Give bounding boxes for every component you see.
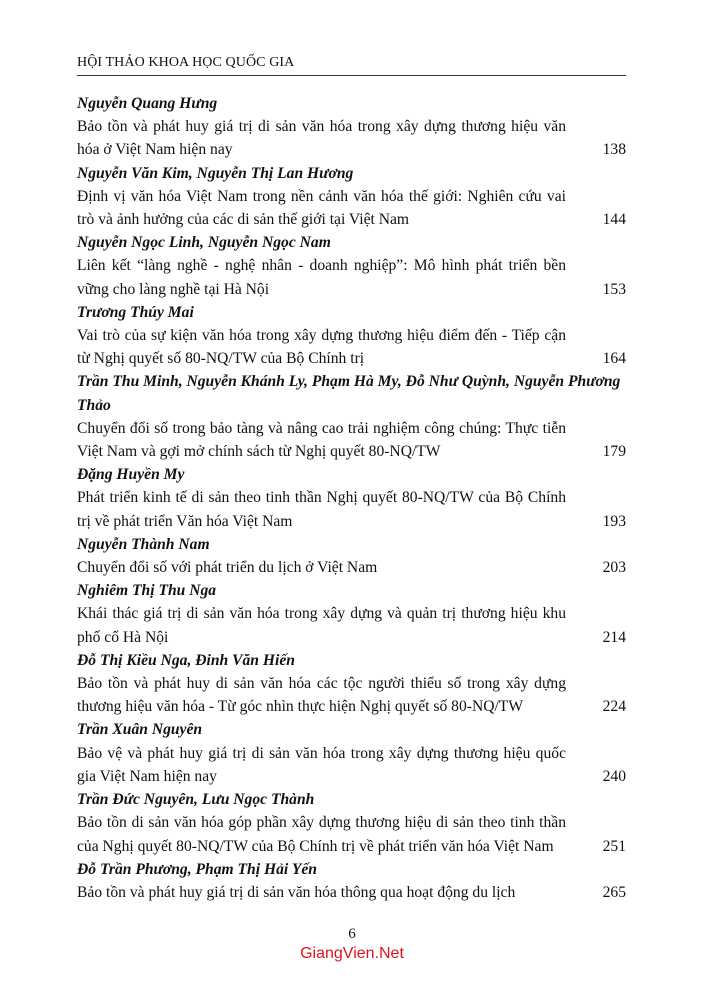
entry-page-number: 144 (602, 211, 626, 229)
entry-page-number: 224 (602, 698, 626, 716)
entry-page-number: 153 (602, 280, 626, 298)
entry-page-number: 203 (602, 559, 626, 577)
running-header: HỘI THẢO KHOA HỌC QUỐC GIA (77, 55, 626, 76)
entry-page-number: 193 (602, 512, 626, 530)
entry-title: Bảo tồn và phát huy di sản văn hóa các tộc người thiểu số trong xây dựng thương hiệu văn hóa - Từ góc nhìn thực hiện Nghị quyết số 80-NQ/TW (77, 675, 566, 716)
toc-entry (77, 162, 626, 232)
entry-page-number: 179 (602, 443, 626, 461)
entry-title: Bảo tồn và phát huy giá trị di sản văn hóa trong xây dựng thương hiệu văn hóa ở Việt Nam hiện nay (77, 118, 566, 159)
entry-title: Chuyển đổi số với phát triển du lịch ở Việt Nam (77, 559, 378, 577)
toc-entry (77, 579, 626, 649)
toc-entry (77, 301, 626, 371)
entry-page-number: 164 (602, 350, 626, 368)
entry-author: Đỗ Thị Kiều Nga, Đinh Văn Hiến (77, 651, 295, 669)
toc-entry (77, 649, 626, 719)
toc-entry (77, 718, 626, 788)
entry-title: Bảo tồn và phát huy giá trị di sản văn hóa thông qua hoạt động du lịch (77, 883, 516, 901)
toc-entry (77, 231, 626, 301)
entry-author: Trương Thúy Mai (77, 303, 194, 321)
entry-page-number: 265 (602, 883, 626, 901)
entry-author: Nguyễn Quang Hưng (77, 95, 218, 112)
entry-author: Trần Đức Nguyên, Lưu Ngọc Thành (77, 791, 315, 809)
toc-entry (77, 533, 626, 579)
entry-title: Liên kết “làng nghề - nghệ nhân - doanh nghiệp”: Mô hình phát triển bền vững cho làng nghề tại Hà Nội (77, 257, 566, 298)
toc-entry (77, 370, 626, 463)
entry-title: Định vị văn hóa Việt Nam trong nền cảnh văn hóa thế giới: Nghiên cứu vai trò và ảnh hưởng của các di sản thế giới tại Việt Nam (77, 187, 566, 229)
entry-author: Trần Thu Minh, Nguyễn Khánh Ly, Phạm Hà My, Đỗ Như Quỳnh, Nguyễn Phương Thảo (77, 373, 621, 414)
toc-entry (77, 92, 626, 162)
watermark: GiangVien.Net (300, 945, 404, 962)
entry-author: Trần Xuân Nguyên (77, 721, 203, 739)
page-number: 6 (348, 926, 356, 942)
entry-title: Khái thác giá trị di sản văn hóa trong xây dựng và quản trị thương hiệu khu phố cổ Hà Nội (77, 605, 566, 646)
entry-title: Bảo vệ và phát huy giá trị di sản văn hóa trong xây dựng thương hiệu quốc gia Việt Nam hiện nay (77, 744, 566, 785)
toc-entry (77, 788, 626, 858)
entry-title: Bảo tồn di sản văn hóa góp phần xây dựng thương hiệu di sản theo tinh thần của Nghị quyết 80-NQ/TW của Bộ Chính trị về phát triển văn hóa Việt Nam (77, 814, 566, 855)
entry-page-number: 240 (602, 767, 626, 785)
entry-author: Đặng Huyền My (77, 466, 185, 484)
entry-title: Phát triển kinh tế di sản theo tinh thần Nghị quyết 80-NQ/TW của Bộ Chính trị về phát triển Văn hóa Việt Nam (77, 489, 566, 530)
entry-author: Nguyễn Thành Nam (77, 535, 210, 553)
table-of-contents (77, 92, 626, 904)
entry-title: Chuyển đổi số trong bảo tàng và nâng cao trải nghiệm công chúng: Thực tiễn Việt Nam và gợi mở chính sách từ Nghị quyết 80-NQ/TW (77, 419, 566, 461)
entry-author: Nghiêm Thị Thu Nga (77, 582, 217, 600)
entry-page-number: 138 (602, 141, 626, 159)
entry-page-number: 251 (602, 837, 626, 855)
entry-page-number: 214 (602, 628, 626, 646)
toc-entry (77, 463, 626, 533)
entry-author: Nguyễn Ngọc Linh, Nguyễn Ngọc Nam (77, 234, 331, 252)
entry-author: Đỗ Trần Phương, Phạm Thị Hải Yến (77, 860, 317, 878)
entry-title: Vai trò của sự kiện văn hóa trong xây dựng thương hiệu điểm đến - Tiếp cận từ Nghị quyết số 80-NQ/TW của Bộ Chính trị (77, 327, 566, 368)
toc-entry (77, 858, 626, 904)
entry-author: Nguyễn Văn Kim, Nguyễn Thị Lan Hương (77, 164, 354, 182)
